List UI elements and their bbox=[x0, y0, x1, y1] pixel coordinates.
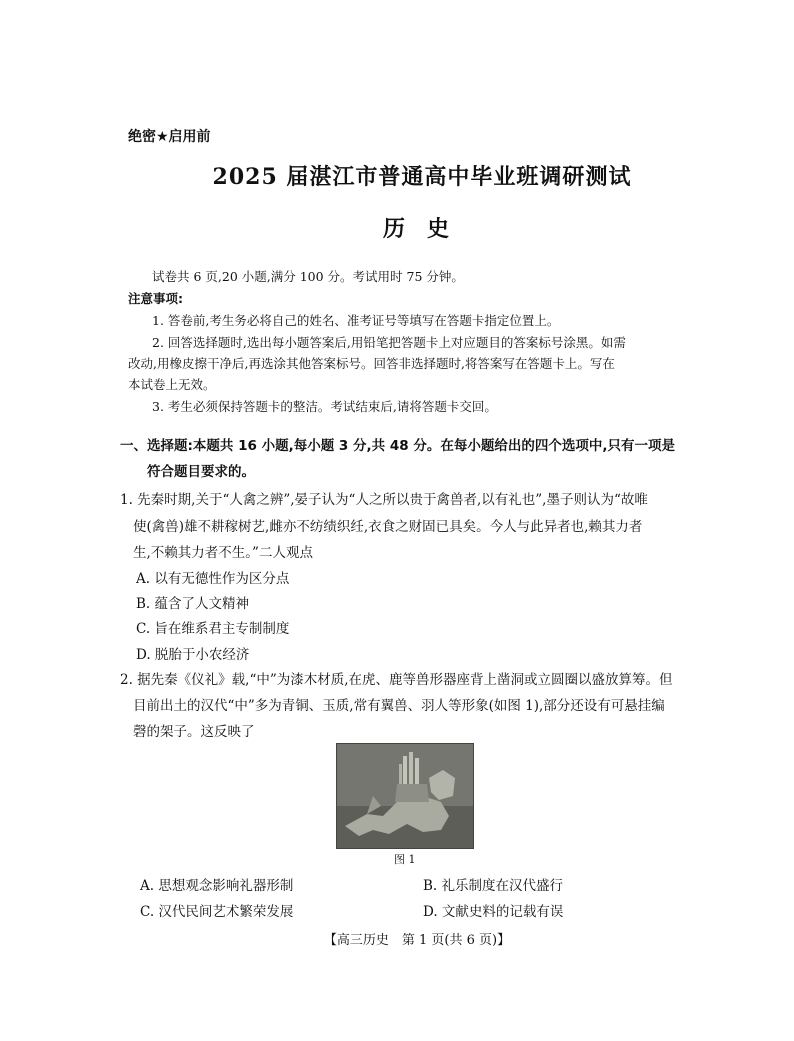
bronze-beast-image bbox=[337, 744, 473, 848]
figure-1-caption: 图 1 bbox=[394, 853, 416, 866]
note-line: 改动,用橡皮擦干净后,再选涂其他答案标号。回答非选择题时,将答案写在答题卡上。写在 bbox=[128, 356, 615, 371]
q2-option-d: D. 文献史料的记载有误 bbox=[423, 904, 564, 920]
q1-option-b: B. 蕴含了人文精神 bbox=[136, 596, 250, 612]
page-footer: 【高三历史 第 1 页(共 6 页)】 bbox=[323, 933, 511, 948]
section-heading-cont: 符合题目要求的。 bbox=[147, 464, 255, 480]
exam-intro: 试卷共 6 页,20 小题,满分 100 分。考试用时 75 分钟。 bbox=[152, 269, 464, 284]
q2-option-b: B. 礼乐制度在汉代盛行 bbox=[423, 878, 564, 894]
question-1-stem: 生,不赖其力者不生。”二人观点 bbox=[133, 545, 313, 561]
question-1-stem: 1. 先秦时期,关于“人禽之辨”,晏子认为“人之所以贵于禽兽者,以有礼也”,墨子则认为“故唯 bbox=[120, 492, 648, 508]
q2-option-a: A. 思想观念影响礼器形制 bbox=[140, 878, 294, 894]
q2-option-c: C. 汉代民间艺术繁荣发展 bbox=[140, 904, 294, 920]
q1-option-c: C. 旨在维系君主专制制度 bbox=[136, 621, 290, 637]
section-heading: 一、选择题:本题共 16 小题,每小题 3 分,共 48 分。在每小题给出的四个选项中,只有一项是 bbox=[120, 438, 675, 454]
note-line: 本试卷上无效。 bbox=[128, 377, 216, 392]
q1-option-d: D. 脱胎于小农经济 bbox=[136, 647, 250, 663]
question-2-stem: 目前出土的汉代“中”多为青铜、玉质,常有翼兽、羽人等形象(如图 1),部分还设有可悬挂编 bbox=[133, 698, 665, 714]
question-2-stem: 磬的架子。这反映了 bbox=[133, 724, 255, 740]
confidential-label: 绝密★启用前 bbox=[128, 129, 211, 145]
note-line: 1. 答卷前,考生务必将自己的姓名、准考证号等填写在答题卡指定位置上。 bbox=[152, 313, 560, 328]
note-line: 3. 考生必须保持答题卡的整洁。考试结束后,请将答题卡交回。 bbox=[152, 399, 497, 414]
question-1-stem: 使(禽兽)雄不耕稼树艺,雌亦不纺绩织纴,衣食之财固已具矣。今人与此异者也,赖其力者 bbox=[133, 519, 643, 535]
figure-1-photo bbox=[336, 743, 474, 849]
question-2-stem: 2. 据先秦《仪礼》载,“中”为漆木材质,在虎、鹿等兽形器座背上凿洞或立圆圈以盛放算筹。但 bbox=[120, 672, 673, 688]
note-line: 2. 回答选择题时,选出每小题答案后,用铅笔把答题卡上对应题目的答案标号涂黑。如需 bbox=[152, 335, 626, 350]
q1-option-a: A. 以有无德性作为区分点 bbox=[136, 571, 290, 587]
subject-title: 历史 bbox=[382, 216, 471, 242]
notes-heading: 注意事项: bbox=[128, 291, 183, 306]
exam-title: 2025 届湛江市普通高中毕业班调研测试 bbox=[212, 164, 632, 190]
